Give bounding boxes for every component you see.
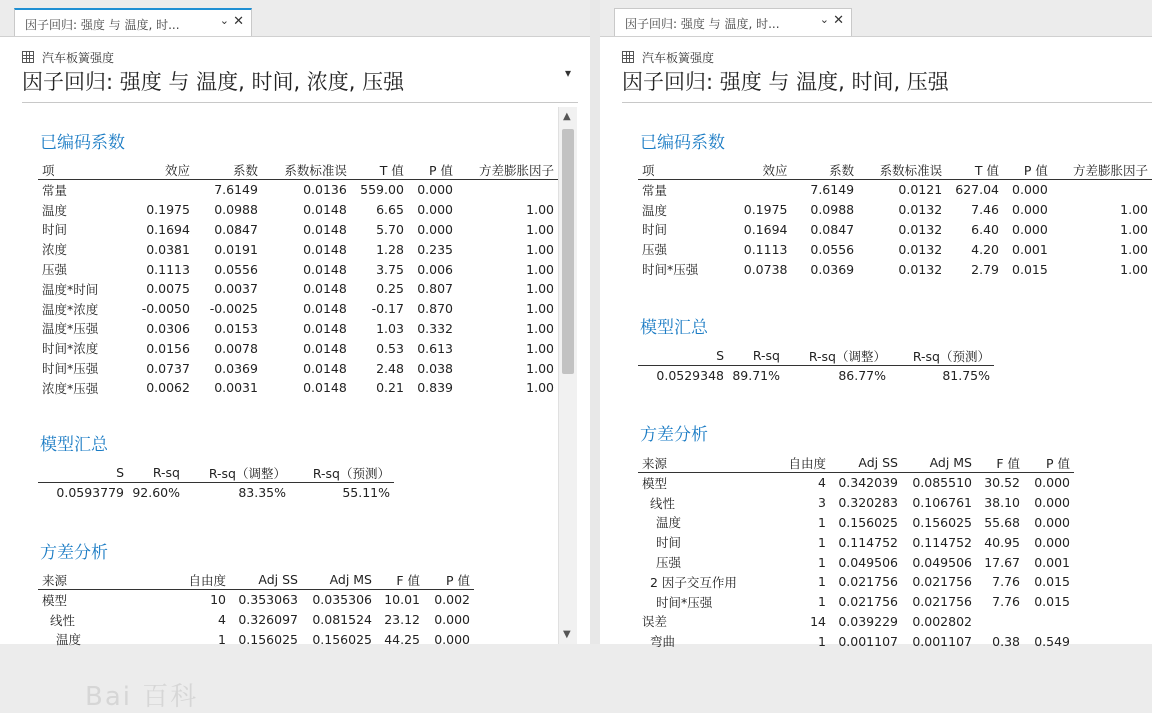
table-cell: 92.60% bbox=[132, 485, 180, 501]
table-cell: 0.0148 bbox=[303, 301, 347, 317]
right-tab-bar bbox=[600, 0, 1152, 37]
table-row bbox=[38, 200, 558, 220]
column-header: Adj SS bbox=[230, 570, 302, 590]
table-cell: 0.1975 bbox=[146, 202, 190, 218]
table-cell: 压强 bbox=[656, 555, 682, 571]
table-cell: 0.0369 bbox=[810, 261, 855, 277]
table-cell: 0.000 bbox=[1034, 495, 1070, 511]
table-cell: 常量 bbox=[42, 182, 68, 198]
close-icon[interactable]: ✕ bbox=[833, 13, 844, 28]
table-cell: 0.353063 bbox=[238, 592, 298, 608]
left-tab-label: 因子回归: 强度 与 温度, 时... bbox=[25, 18, 180, 32]
table-cell: 7.6149 bbox=[214, 182, 258, 198]
column-header: 效应 bbox=[123, 160, 194, 180]
column-header: Adj MS bbox=[302, 570, 376, 590]
dropdown-arrow-icon[interactable]: ▾ bbox=[565, 66, 572, 80]
table-cell: 0.0847 bbox=[810, 221, 855, 237]
table-cell: 1.00 bbox=[1120, 241, 1148, 257]
table-cell: 0.0148 bbox=[303, 221, 347, 237]
table-cell: 温度 bbox=[56, 632, 82, 648]
table-cell: 时间 bbox=[42, 222, 68, 238]
table-cell: 2.48 bbox=[376, 360, 404, 376]
table-cell: 23.12 bbox=[384, 612, 420, 628]
table-cell: 1 bbox=[818, 574, 826, 590]
column-header: Adj SS bbox=[830, 453, 902, 473]
table-cell: 弯曲 bbox=[650, 634, 676, 650]
column-header: R-sq bbox=[728, 346, 784, 366]
table-cell: 1.00 bbox=[526, 261, 554, 277]
table-cell: 线性 bbox=[50, 612, 76, 628]
table-cell: 0.0132 bbox=[898, 241, 943, 257]
table-cell: 0.114752 bbox=[838, 534, 898, 550]
table-row bbox=[638, 513, 1074, 533]
column-header: R-sq（预测） bbox=[890, 346, 994, 366]
table-cell: 0.001107 bbox=[912, 633, 972, 649]
column-header: P 值 bbox=[408, 160, 457, 180]
table-cell: 0.0148 bbox=[303, 241, 347, 257]
right-header-divider bbox=[622, 102, 1152, 103]
pane-divider[interactable] bbox=[590, 0, 600, 644]
table-cell: 压强 bbox=[42, 262, 68, 278]
table-cell: 0.0847 bbox=[214, 221, 258, 237]
table-cell: 0.000 bbox=[417, 221, 453, 237]
table-cell: 1.00 bbox=[526, 380, 554, 396]
left-summary-heading: 模型汇总 bbox=[40, 435, 108, 455]
left-header-divider bbox=[22, 102, 578, 103]
table-cell: 0.0153 bbox=[214, 320, 258, 336]
table-cell: 0.0738 bbox=[743, 261, 788, 277]
table-cell: 6.65 bbox=[376, 202, 404, 218]
table-cell: 温度*时间 bbox=[42, 281, 99, 297]
table-cell: 0.1694 bbox=[146, 221, 190, 237]
left-page-title: 因子回归: 强度 与 温度, 时间, 浓度, 压强 bbox=[22, 70, 405, 94]
table-cell: 0.332 bbox=[417, 320, 453, 336]
table-cell: 4 bbox=[218, 612, 226, 628]
table-cell: 0.156025 bbox=[312, 631, 372, 647]
column-header: 项 bbox=[38, 160, 123, 180]
table-cell: 线性 bbox=[650, 495, 676, 511]
table-cell: 0.0556 bbox=[214, 261, 258, 277]
column-header: P 值 bbox=[424, 570, 474, 590]
close-icon[interactable]: ✕ bbox=[233, 14, 244, 29]
table-cell: 7.46 bbox=[971, 202, 999, 218]
table-row bbox=[638, 493, 1074, 513]
table-cell: 0.0136 bbox=[303, 182, 347, 198]
table-cell: 0.0529348 bbox=[656, 368, 724, 384]
table-cell: 1.03 bbox=[376, 320, 404, 336]
table-cell: 0.021756 bbox=[912, 594, 972, 610]
scroll-thumb[interactable] bbox=[562, 129, 574, 374]
table-row bbox=[638, 612, 1074, 632]
right-tab[interactable] bbox=[614, 8, 852, 36]
table-cell: 14 bbox=[810, 613, 826, 629]
table-cell: 1.28 bbox=[376, 241, 404, 257]
worksheet-grid-icon bbox=[622, 51, 634, 63]
table-cell: 常量 bbox=[642, 182, 668, 198]
table-cell: 0.081524 bbox=[312, 612, 372, 628]
table-cell: 44.25 bbox=[384, 631, 420, 647]
left-coef-table bbox=[38, 160, 558, 398]
table-cell: 0.0369 bbox=[214, 360, 258, 376]
table-cell: 83.35% bbox=[238, 485, 286, 501]
table-cell: 0.001 bbox=[1034, 554, 1070, 570]
table-cell: 1.00 bbox=[1120, 202, 1148, 218]
table-cell: 1.00 bbox=[1120, 261, 1148, 277]
table-cell: 0.106761 bbox=[912, 495, 972, 511]
right-summary-table bbox=[638, 346, 994, 386]
right-anova-table bbox=[638, 453, 1074, 651]
left-tab-bar bbox=[0, 0, 590, 37]
table-row bbox=[38, 358, 558, 378]
right-anova-heading: 方差分析 bbox=[640, 425, 708, 445]
table-cell: 559.00 bbox=[360, 182, 404, 198]
table-cell: 1 bbox=[818, 594, 826, 610]
left-coef-heading: 已编码系数 bbox=[40, 133, 125, 153]
table-row bbox=[638, 180, 1152, 200]
table-cell: 时间*压强 bbox=[656, 594, 713, 610]
table-cell: 时间*浓度 bbox=[42, 341, 99, 357]
table-cell: 温度*压强 bbox=[42, 321, 99, 337]
table-cell: 0.015 bbox=[1012, 261, 1048, 277]
table-cell: 0.049506 bbox=[912, 554, 972, 570]
table-cell: 时间 bbox=[642, 222, 668, 238]
table-cell: 温度 bbox=[656, 515, 682, 531]
table-row bbox=[38, 299, 558, 319]
column-header: 系数 bbox=[792, 160, 859, 180]
left-content bbox=[0, 104, 558, 712]
table-row bbox=[638, 631, 1074, 651]
table-row bbox=[38, 610, 474, 630]
table-row bbox=[38, 319, 558, 339]
column-header: Adj MS bbox=[902, 453, 976, 473]
table-row bbox=[638, 239, 1152, 259]
column-header: 来源 bbox=[38, 570, 156, 590]
table-cell: 0.839 bbox=[417, 380, 453, 396]
table-cell: 0.0148 bbox=[303, 281, 347, 297]
table-cell: 0.0306 bbox=[146, 320, 190, 336]
table-cell: 模型 bbox=[42, 592, 68, 608]
table-cell: 1.00 bbox=[526, 241, 554, 257]
table-cell: 0.049506 bbox=[838, 554, 898, 570]
table-cell: 38.10 bbox=[984, 495, 1020, 511]
table-cell: 10.01 bbox=[384, 592, 420, 608]
table-cell: 3.75 bbox=[376, 261, 404, 277]
scroll-up-icon[interactable]: ▲ bbox=[563, 111, 571, 122]
column-header: P 值 bbox=[1024, 453, 1074, 473]
table-cell: 0.326097 bbox=[238, 612, 298, 628]
table-cell: 0.114752 bbox=[912, 534, 972, 550]
table-cell: 0.0148 bbox=[303, 202, 347, 218]
table-cell: 0.156025 bbox=[838, 514, 898, 530]
table-cell: 0.000 bbox=[417, 182, 453, 198]
table-row bbox=[38, 338, 558, 358]
table-cell: 0.0381 bbox=[146, 241, 190, 257]
table-cell: 0.0031 bbox=[214, 380, 258, 396]
table-cell: 6.40 bbox=[971, 221, 999, 237]
table-cell: 0.000 bbox=[1012, 202, 1048, 218]
right-coef-table bbox=[638, 160, 1152, 279]
table-cell: 温度 bbox=[642, 202, 668, 218]
column-header: T 值 bbox=[946, 160, 1003, 180]
table-cell: 浓度*压强 bbox=[42, 380, 99, 396]
table-row bbox=[38, 590, 474, 610]
table-cell bbox=[1024, 612, 1074, 632]
table-row bbox=[38, 630, 474, 650]
table-cell: 1.00 bbox=[1120, 221, 1148, 237]
table-row bbox=[38, 220, 558, 240]
table-cell: 0.000 bbox=[1012, 182, 1048, 198]
table-cell: 0.0148 bbox=[303, 380, 347, 396]
table-cell: 时间 bbox=[656, 535, 682, 551]
table-cell: 0.870 bbox=[417, 301, 453, 317]
column-header: R-sq（预测） bbox=[290, 463, 394, 483]
table-cell: 0.0148 bbox=[303, 340, 347, 356]
table-cell: 0.039229 bbox=[838, 613, 898, 629]
table-row bbox=[38, 378, 558, 398]
table-cell: 0.0156 bbox=[146, 340, 190, 356]
table-row bbox=[638, 572, 1074, 592]
table-cell: 0.613 bbox=[417, 340, 453, 356]
table-cell: 0.0148 bbox=[303, 320, 347, 336]
table-cell bbox=[457, 180, 558, 200]
table-cell: 0.0556 bbox=[810, 241, 855, 257]
table-cell: 0.1975 bbox=[743, 202, 788, 218]
right-summary-heading: 模型汇总 bbox=[640, 318, 708, 338]
table-cell: 0.0148 bbox=[303, 261, 347, 277]
table-cell: 0.807 bbox=[417, 281, 453, 297]
table-cell: 0.001 bbox=[1012, 241, 1048, 257]
table-row bbox=[638, 200, 1152, 220]
table-cell: 55.11% bbox=[342, 485, 390, 501]
table-cell: 0.000 bbox=[417, 202, 453, 218]
table-cell: 0.006 bbox=[417, 261, 453, 277]
table-row bbox=[638, 259, 1152, 279]
table-cell: 1 bbox=[818, 633, 826, 649]
table-cell: 温度*浓度 bbox=[42, 301, 99, 317]
chevron-down-icon[interactable]: ⌄ bbox=[219, 14, 229, 27]
left-worksheet-label: 汽车板簧强度 bbox=[22, 49, 114, 66]
column-header: 方差膨胀因子 bbox=[457, 160, 558, 180]
table-cell: 0.1113 bbox=[743, 241, 788, 257]
table-cell: 17.67 bbox=[984, 554, 1020, 570]
table-row bbox=[38, 279, 558, 299]
table-cell: 7.6149 bbox=[810, 182, 855, 198]
table-cell: 0.0737 bbox=[146, 360, 190, 376]
table-cell: 1.00 bbox=[526, 202, 554, 218]
right-output-pane bbox=[600, 0, 1152, 650]
table-cell: 1.00 bbox=[526, 281, 554, 297]
left-tab[interactable] bbox=[14, 8, 252, 36]
table-cell: 0.015 bbox=[1034, 594, 1070, 610]
table-cell: -0.17 bbox=[371, 301, 404, 317]
column-header: S bbox=[38, 463, 128, 483]
right-tab-label: 因子回归: 强度 与 温度, 时... bbox=[625, 17, 780, 31]
table-cell: 0.1113 bbox=[146, 261, 190, 277]
table-row bbox=[38, 239, 558, 259]
table-row bbox=[638, 220, 1152, 240]
table-cell: 0.156025 bbox=[238, 631, 298, 647]
table-cell: 0.0075 bbox=[146, 281, 190, 297]
chevron-down-icon[interactable]: ⌄ bbox=[819, 13, 829, 26]
table-cell: 627.04 bbox=[955, 182, 999, 198]
left-anova-table bbox=[38, 570, 474, 649]
left-scrollbar[interactable] bbox=[558, 107, 577, 644]
table-cell: 0.002802 bbox=[912, 613, 972, 629]
table-cell: 0.0593779 bbox=[56, 485, 124, 501]
table-cell: 10 bbox=[210, 592, 226, 608]
table-row bbox=[638, 592, 1074, 612]
column-header: S bbox=[638, 346, 728, 366]
column-header: F 值 bbox=[376, 570, 424, 590]
table-cell: -0.0025 bbox=[209, 301, 258, 317]
right-worksheet-label: 汽车板簧强度 bbox=[622, 49, 714, 66]
table-cell: 0.0988 bbox=[214, 202, 258, 218]
table-cell: 0.085510 bbox=[912, 475, 972, 491]
table-cell: 压强 bbox=[642, 242, 668, 258]
table-cell: 0.21 bbox=[376, 380, 404, 396]
right-coef-heading: 已编码系数 bbox=[640, 133, 725, 153]
table-cell: 1 bbox=[818, 534, 826, 550]
table-row bbox=[38, 259, 558, 279]
table-cell: 0.021756 bbox=[838, 594, 898, 610]
table-cell: 0.0148 bbox=[303, 360, 347, 376]
table-cell: 1 bbox=[218, 631, 226, 647]
column-header: 系数 bbox=[194, 160, 262, 180]
table-cell: 30.52 bbox=[984, 475, 1020, 491]
table-cell: 0.0037 bbox=[214, 281, 258, 297]
table-row bbox=[638, 552, 1074, 572]
column-header: P 值 bbox=[1003, 160, 1052, 180]
table-cell: 81.75% bbox=[942, 368, 990, 384]
table-cell: 0.038 bbox=[417, 360, 453, 376]
table-cell: 1.00 bbox=[526, 320, 554, 336]
table-cell: 0.000 bbox=[434, 631, 470, 647]
left-anova-heading: 方差分析 bbox=[40, 543, 108, 563]
table-row bbox=[638, 473, 1074, 493]
table-cell: 2 因子交互作用 bbox=[650, 574, 737, 590]
table-cell: 0.000 bbox=[434, 612, 470, 628]
right-page-title: 因子回归: 强度 与 温度, 时间, 压强 bbox=[622, 70, 949, 94]
column-header: 自由度 bbox=[756, 453, 830, 473]
column-header: 自由度 bbox=[156, 570, 230, 590]
table-cell: 1 bbox=[818, 514, 826, 530]
table-cell: 5.70 bbox=[376, 221, 404, 237]
table-cell: 0.549 bbox=[1034, 633, 1070, 649]
table-cell: 0.000 bbox=[1034, 475, 1070, 491]
column-header: R-sq（调整） bbox=[184, 463, 290, 483]
table-cell: 0.035306 bbox=[312, 592, 372, 608]
column-header: T 值 bbox=[351, 160, 408, 180]
table-cell: 0.0121 bbox=[898, 182, 943, 198]
table-cell: 时间*压强 bbox=[642, 262, 699, 278]
table-cell: 0.000 bbox=[1034, 534, 1070, 550]
column-header: R-sq（调整） bbox=[784, 346, 890, 366]
watermark: Bai 百科 bbox=[85, 682, 199, 712]
left-summary-table bbox=[38, 463, 394, 503]
table-cell: 0.0132 bbox=[898, 261, 943, 277]
column-header: 效应 bbox=[722, 160, 792, 180]
table-cell: 0.000 bbox=[1012, 221, 1048, 237]
table-cell: 0.002 bbox=[434, 592, 470, 608]
table-cell: 0.235 bbox=[417, 241, 453, 257]
table-cell: 4 bbox=[818, 475, 826, 491]
table-row bbox=[638, 532, 1074, 552]
table-cell: 0.015 bbox=[1034, 574, 1070, 590]
table-cell: 0.0062 bbox=[146, 380, 190, 396]
column-header: 项 bbox=[638, 160, 722, 180]
table-cell: 误差 bbox=[642, 614, 668, 630]
table-cell: 1.00 bbox=[526, 221, 554, 237]
table-row bbox=[38, 180, 558, 200]
table-cell bbox=[976, 612, 1024, 632]
worksheet-grid-icon bbox=[22, 51, 34, 63]
table-cell: 0.001107 bbox=[838, 633, 898, 649]
table-cell: 0.0191 bbox=[214, 241, 258, 257]
table-cell: 1.00 bbox=[526, 301, 554, 317]
table-cell: 模型 bbox=[642, 475, 668, 491]
table-cell: 0.1694 bbox=[743, 221, 788, 237]
table-cell: 0.0078 bbox=[214, 340, 258, 356]
table-cell: 0.021756 bbox=[838, 574, 898, 590]
column-header: 系数标准误 bbox=[262, 160, 351, 180]
table-cell: 0.53 bbox=[376, 340, 404, 356]
table-cell: 0.25 bbox=[376, 281, 404, 297]
table-cell: 时间*压强 bbox=[42, 361, 99, 377]
table-cell bbox=[1052, 180, 1152, 200]
table-cell: 40.95 bbox=[984, 534, 1020, 550]
table-cell: 0.342039 bbox=[838, 475, 898, 491]
table-cell: 4.20 bbox=[971, 241, 999, 257]
table-cell: 0.38 bbox=[992, 633, 1020, 649]
table-cell: 0.0988 bbox=[810, 202, 855, 218]
table-cell: 89.71% bbox=[732, 368, 780, 384]
column-header: R-sq bbox=[128, 463, 184, 483]
table-cell: -0.0050 bbox=[141, 301, 190, 317]
table-cell: 55.68 bbox=[984, 514, 1020, 530]
table-cell: 1.00 bbox=[526, 360, 554, 376]
table-cell: 温度 bbox=[42, 202, 68, 218]
column-header: 来源 bbox=[638, 453, 756, 473]
table-cell: 0.156025 bbox=[912, 514, 972, 530]
column-header: 系数标准误 bbox=[858, 160, 946, 180]
table-cell: 1.00 bbox=[526, 340, 554, 356]
table-cell: 0.021756 bbox=[912, 574, 972, 590]
column-header: F 值 bbox=[976, 453, 1024, 473]
table-cell: 0.0132 bbox=[898, 221, 943, 237]
table-cell: 0.0132 bbox=[898, 202, 943, 218]
table-cell: 86.77% bbox=[838, 368, 886, 384]
table-cell: 7.76 bbox=[992, 594, 1020, 610]
right-content bbox=[600, 104, 1152, 650]
table-cell: 7.76 bbox=[992, 574, 1020, 590]
table-cell bbox=[123, 180, 194, 200]
table-cell: 1 bbox=[818, 554, 826, 570]
table-cell: 3 bbox=[818, 495, 826, 511]
table-cell: 2.79 bbox=[971, 261, 999, 277]
table-cell: 0.000 bbox=[1034, 514, 1070, 530]
table-cell bbox=[722, 180, 792, 200]
table-cell: 浓度 bbox=[42, 242, 68, 258]
column-header: 方差膨胀因子 bbox=[1052, 160, 1152, 180]
table-cell: 0.320283 bbox=[838, 495, 898, 511]
scroll-down-icon[interactable]: ▼ bbox=[563, 629, 571, 640]
